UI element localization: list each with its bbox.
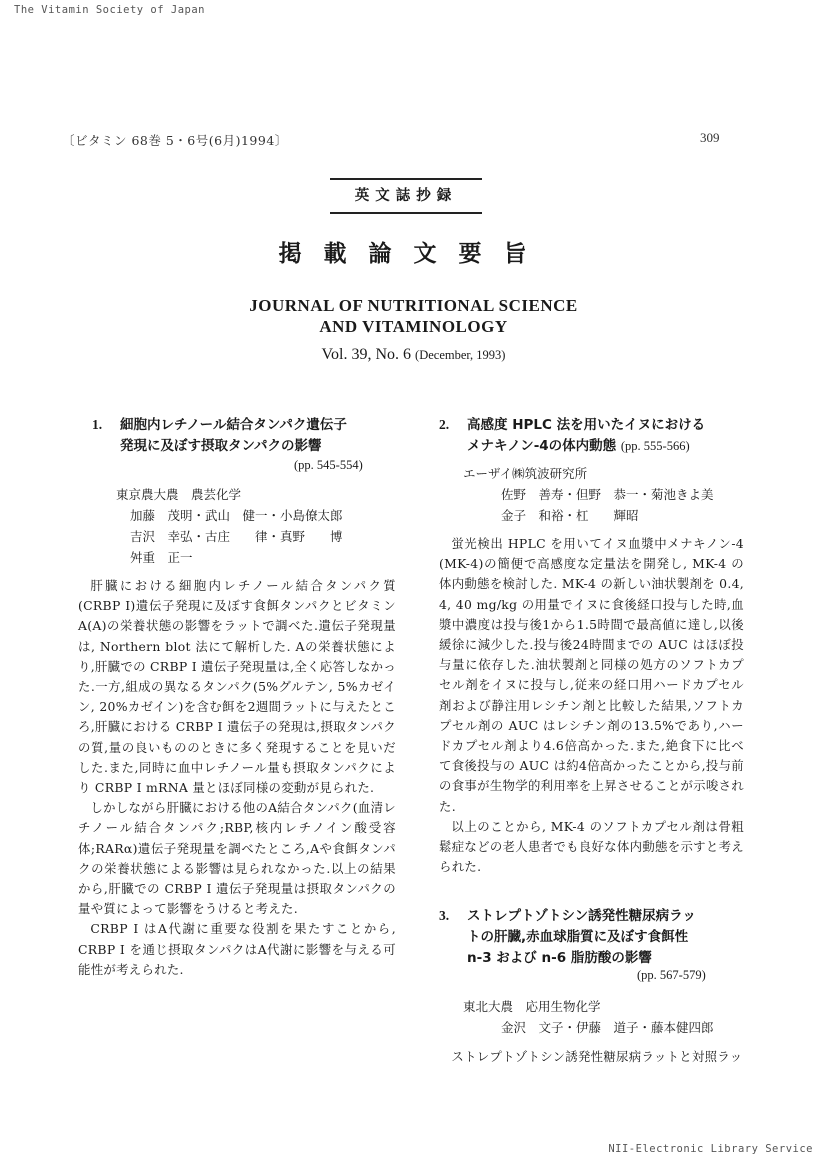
article-1-affiliation: 東京農大農 農芸化学 [116,487,242,502]
article-2-title-line2: メナキノン-4の体内動態 [467,438,617,454]
article-1-number: 1. [92,417,103,432]
article-1-abstract [78,576,396,980]
article-3-title-line2: トの肝臓,赤血球脂質に及ぼす食餌性 [467,929,689,945]
article-3-affiliation: 東北大農 応用生物化学 [463,999,601,1014]
article-2-abstract [439,534,744,877]
article-2-number: 2. [439,417,450,432]
article-3-author-line-1: 金沢 文子・伊藤 道子・藤本健四郎 [501,1020,714,1035]
article-1-author-line-2: 吉沢 幸弘・古庄 律・真野 博 [130,529,343,544]
article-3-pages: (pp. 567-579) [637,968,706,982]
page-number: 309 [700,130,720,145]
issue-date: (December, 1993) [415,348,506,362]
article-3-number: 3. [439,908,450,923]
article-1-title-line2: 発現に及ぼす摂取タンパクの影響 [120,438,322,454]
article-3-title-line3: n-3 および n-6 脂肪酸の影響 [467,950,652,966]
article-2-title-line1: 高感度 HPLC 法を用いたイヌにおける [467,417,706,433]
article-2-title [439,414,744,457]
article-1-author-line-1: 加藤 茂明・武山 健一・小島僚太郎 [130,508,343,523]
article-3-abstract [439,1047,744,1067]
journal-title [0,295,827,337]
article-2-pages: (pp. 555-566) [620,439,690,453]
article-3-title [439,905,744,969]
article-1-title [92,414,392,457]
article-2-affiliation: エーザイ㈱筑波研究所 [463,466,588,481]
article-2-author-line-1: 佐野 善寿・但野 恭一・菊池きよ美 [501,487,714,502]
bottom-watermark: NII-Electronic Library Service [608,1143,813,1155]
volume-line [0,346,827,364]
article-1-title-line1: 細胞内レチノール結合タンパク遺伝子 [120,417,347,433]
article-1-paragraph-3: CRBP I はA代謝に重要な役割を果たすことから, CRBP I を通じ摂取タンパクはA代謝に影響を与える可能性が考えられた. [78,921,396,977]
journal-title-line2: AND VITAMINOLOGY [319,317,508,336]
top-watermark: The Vitamin Society of Japan [14,4,206,16]
main-heading: 掲載論文要旨 [278,240,549,267]
article-1-paragraph-2: しかしながら肝臓における他のA結合タンパク(血清レチノール結合タンパク;RBP,核内レチノイン酸受容体;RARα)遺伝子発現量を調べたところ,Aや食餌タンパクの栄養状態による影響は見られなかった.以上の結果から,肝臓での CRBP I 遺伝子発現量は摂取タンパクの量や質によって影響をうけると考えた. [78,800,396,917]
article-2-paragraph-1: 蛍光検出 HPLC を用いてイヌ血漿中メナキノン-4 (MK-4)の簡便で高感度な定量法を開発し, MK-4 の体内動態を検討した. MK-4 の新しい油状製剤を 0.4, 4, 40 mg/kg の用量でイヌに食後経口投与した時,血漿中濃度は投与後1から1.5時間で最高値に達し,以後緩徐に減少した.投与後24時間までの AUC はほぼ投与量に依存した.油状製剤と同様の処方のソフトカプセル剤をイヌに投与し,従来の経口用ハードカプセル剤および静注用レシチン剤と比較した結果,ソフトカプセル剤の AUC はレシチン剤の13.5%であり,ハードカプセル剤より4.6倍高かった.また,絶食下に比べて食後投与の AUC は約4倍高かったことから,投与前の食事が生物学的利用率を上昇させることが示唆された. [439,536,744,814]
article-3-title-line1: ストレプトゾトシン誘発性糖尿病ラッ [467,908,696,924]
section-label: 英文誌抄録 [330,178,482,214]
header-citation: 〔ビタミン 68巻 5・6号(6月)1994〕 [62,133,288,148]
volume-text: Vol. 39, No. 6 [321,346,412,363]
article-1-pages: (pp. 545-554) [294,458,363,472]
article-3-paragraph-1: ストレプトゾトシン誘発性糖尿病ラットと対照ラッ [451,1049,743,1064]
article-1-author-line-3: 舛重 正一 [130,550,193,565]
article-2-author-line-2: 金子 和裕・杠 輝昭 [501,508,639,523]
article-1-paragraph-1: 肝臓における細胞内レチノール結合タンパク質(CRBP I)遺伝子発現に及ぼす食餌タンパクとビタミンA(A)の栄養状態の影響をラットで調べた.遺伝子発現量は, Northern blot 法にて解析した. Aの栄養状態により,肝臓での CRBP I 遺伝子発現量は,全く応答しなかった.一方,組成の異なるタンパク(5%グルテン, 5%カゼイン, 20%カゼイン)を含む餌を2週間ラットに与えたところ,肝臓における CRBP I 遺伝子の発現は,摂取タンパクの質,量の良いもののときに多く発現することを見いだした.また,同時に血中レチノール量も摂取タンパクにより CRBP I mRNA 量とほぼ同様の変動が見られた. [78,578,396,796]
article-2-paragraph-2: 以上のことから, MK-4 のソフトカプセル剤は骨粗鬆症などの老人患者でも良好な体内動態を示すと考えられた. [439,818,744,875]
journal-title-line1: JOURNAL OF NUTRITIONAL SCIENCE [249,296,578,315]
